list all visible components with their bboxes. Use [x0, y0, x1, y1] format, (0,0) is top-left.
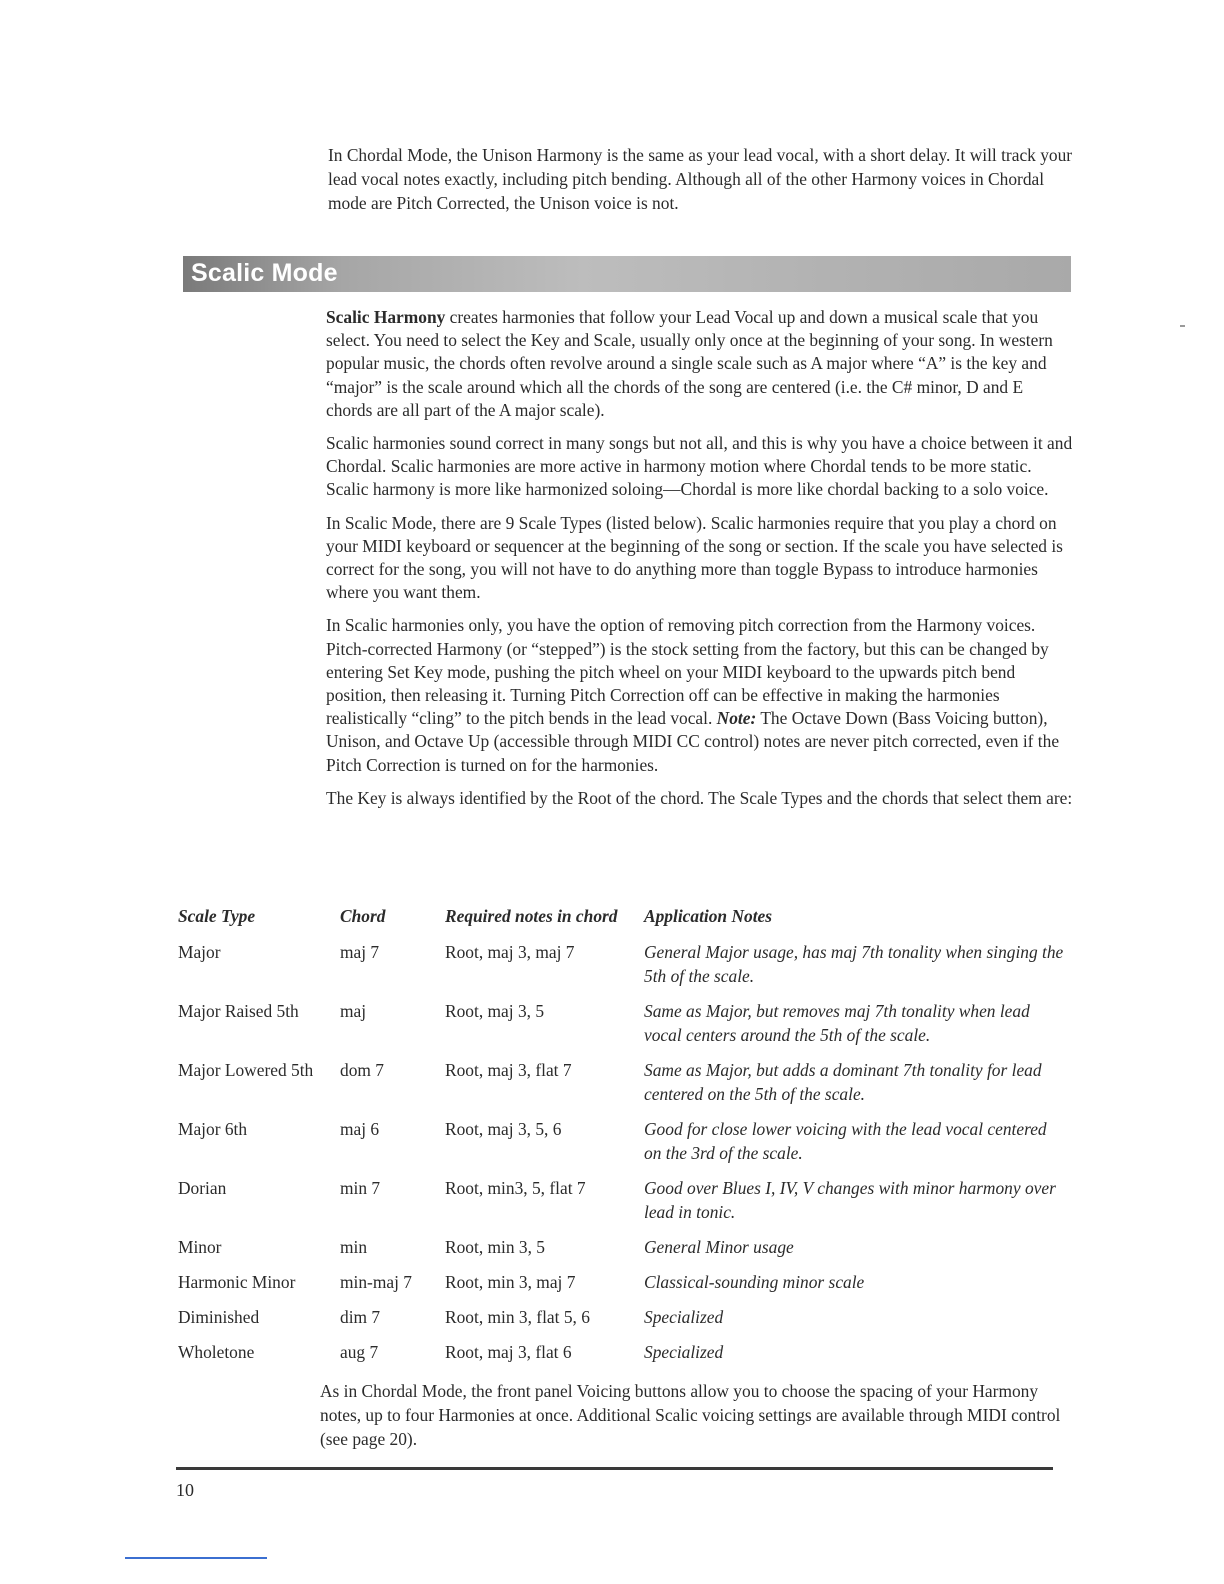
cell-scale-type: Harmonic Minor — [178, 1272, 296, 1292]
cell-application-notes: General Major usage, has maj 7th tonality when singing the 5th of the scale. — [644, 942, 1064, 986]
section-heading-bar — [183, 256, 1071, 292]
footer-rule — [176, 1467, 1053, 1470]
cell-scale-type: Dorian — [178, 1178, 227, 1198]
paragraph-4-end: The Octave Down (Bass Voicing button), Unison, and Octave Up (accessible through MIDI CC control) notes are never pitch corrected, even if the Pitch Correction is turned on for the harmonies. — [326, 708, 1060, 775]
section-title: Scalic Mode — [191, 259, 338, 287]
cell-chord: maj 7 — [340, 942, 380, 962]
body-text — [326, 306, 1073, 810]
cell-required-notes: Root, maj 3, maj 7 — [445, 942, 575, 962]
table-row — [178, 999, 1073, 1058]
cell-required-notes: Root, min 3, 5 — [445, 1237, 546, 1257]
cell-scale-type: Diminished — [178, 1307, 260, 1327]
paragraph-4-start: In Scalic harmonies only, you have the option of removing pitch correction from the Harmony voices. Pitch-corrected Harmony (or “stepped”) is the stock setting from the factory, but this can be changed by entering Set Key mode, pushing the pitch wheel on your MIDI keyboard to the upwards pitch bend position, then releasing it. Turning Pitch Correction off can be effective in making the harmonies realistically “cling” to the pitch bends in the lead vocal. — [326, 615, 1049, 729]
cell-application-notes: Good over Blues I, IV, V changes with minor harmony over lead in tonic. — [644, 1178, 1056, 1222]
bottom-margin-line — [125, 1557, 267, 1559]
table-row — [178, 1305, 1073, 1340]
paragraph-scalic-harmony — [326, 306, 1073, 422]
header-chord: Chord — [340, 906, 386, 926]
cell-chord: min-maj 7 — [340, 1272, 412, 1292]
cell-application-notes: Specialized — [644, 1342, 724, 1362]
cell-application-notes: General Minor usage — [644, 1237, 794, 1257]
cell-required-notes: Root, min 3, flat 5, 6 — [445, 1307, 590, 1327]
table-row — [178, 940, 1073, 999]
header-application-notes: Application Notes — [644, 906, 773, 926]
cell-application-notes: Same as Major, but adds a dominant 7th tonality for lead centered on the 5th of the scale. — [644, 1060, 1042, 1104]
cell-chord: maj 6 — [340, 1119, 380, 1139]
cell-required-notes: Root, maj 3, 5, 6 — [445, 1119, 562, 1139]
paragraph-5: The Key is always identified by the Root of the chord. The Scale Types and the chords that select them are: — [326, 787, 1073, 808]
margin-mark — [1180, 325, 1185, 327]
cell-required-notes: Root, maj 3, flat 6 — [445, 1342, 572, 1362]
cell-chord: min — [340, 1237, 368, 1257]
cell-application-notes: Specialized — [644, 1307, 724, 1327]
table-row — [178, 1235, 1073, 1270]
cell-scale-type: Wholetone — [178, 1342, 255, 1362]
paragraph-3: In Scalic Mode, there are 9 Scale Types (listed below). Scalic harmonies require that you play a chord on your MIDI keyboard or sequencer at the beginning of the song or section. If the scale you have selected is correct for the song, you will not have to do anything more than toggle Bypass to introduce harmonies where you want them. — [326, 512, 1063, 603]
header-required-notes: Required notes in chord — [445, 906, 618, 926]
scale-types-table — [178, 904, 1073, 1375]
cell-scale-type: Major Raised 5th — [178, 1001, 299, 1021]
cell-chord: dom 7 — [340, 1060, 384, 1080]
note-label: Note: — [716, 708, 757, 729]
paragraph-pitch-correction — [326, 614, 1073, 776]
table-row — [178, 1270, 1073, 1305]
term-scalic-harmony: Scalic Harmony — [326, 307, 446, 327]
cell-required-notes: Root, min3, 5, flat 7 — [445, 1178, 586, 1198]
cell-scale-type: Minor — [178, 1237, 222, 1257]
cell-chord: aug 7 — [340, 1342, 379, 1362]
cell-application-notes: Good for close lower voicing with the lead vocal centered on the 3rd of the scale. — [644, 1119, 1047, 1163]
header-scale-type: Scale Type — [178, 906, 256, 926]
cell-required-notes: Root, maj 3, flat 7 — [445, 1060, 572, 1080]
cell-application-notes: Same as Major, but removes maj 7th tonality when lead vocal centers around the 5th of the scale. — [644, 1001, 1030, 1045]
table-row — [178, 1176, 1073, 1235]
cell-chord: min 7 — [340, 1178, 381, 1198]
table-row — [178, 1058, 1073, 1117]
cell-scale-type: Major — [178, 942, 221, 962]
cell-required-notes: Root, min 3, maj 7 — [445, 1272, 576, 1292]
closing-paragraph: As in Chordal Mode, the front panel Voicing buttons allow you to choose the spacing of your Harmony notes, up to four Harmonies at once. Additional Scalic voicing settings are available through MIDI control (see page 20). — [320, 1381, 1061, 1449]
cell-scale-type: Major Lowered 5th — [178, 1060, 314, 1080]
intro-paragraph: In Chordal Mode, the Unison Harmony is the same as your lead vocal, with a short delay. It will track your lead vocal notes exactly, including pitch bending. Although all of the other Harmony voices in Chordal mode are Pitch Corrected, the Unison voice is not. — [328, 145, 1073, 213]
table-header-row — [178, 904, 1073, 940]
cell-required-notes: Root, maj 3, 5 — [445, 1001, 545, 1021]
cell-chord: maj — [340, 1001, 367, 1021]
cell-scale-type: Major 6th — [178, 1119, 248, 1139]
table-row — [178, 1117, 1073, 1176]
table-row — [178, 1340, 1073, 1375]
page-number: 10 — [176, 1480, 194, 1500]
cell-chord: dim 7 — [340, 1307, 381, 1327]
paragraph-1-text: creates harmonies that follow your Lead Vocal up and down a musical scale that you select. You need to select the Key and Scale, usually only once at the beginning of your song. In western popular music, the chords often revolve around a single scale such as A major where “A” is the key and “major” is the scale around which all the chords of the song are centered (i.e. the C# minor, D and E chords are all part of the A major scale). — [326, 307, 1053, 420]
paragraph-2: Scalic harmonies sound correct in many songs but not all, and this is why you have a choice between it and Chordal. Scalic harmonies are more active in harmony motion where Chordal tends to be more static. Scalic harmony is more like harmonized soloing—Chordal is more like chordal backing to a solo voice. — [326, 433, 1073, 500]
cell-application-notes: Classical-sounding minor scale — [644, 1272, 865, 1292]
